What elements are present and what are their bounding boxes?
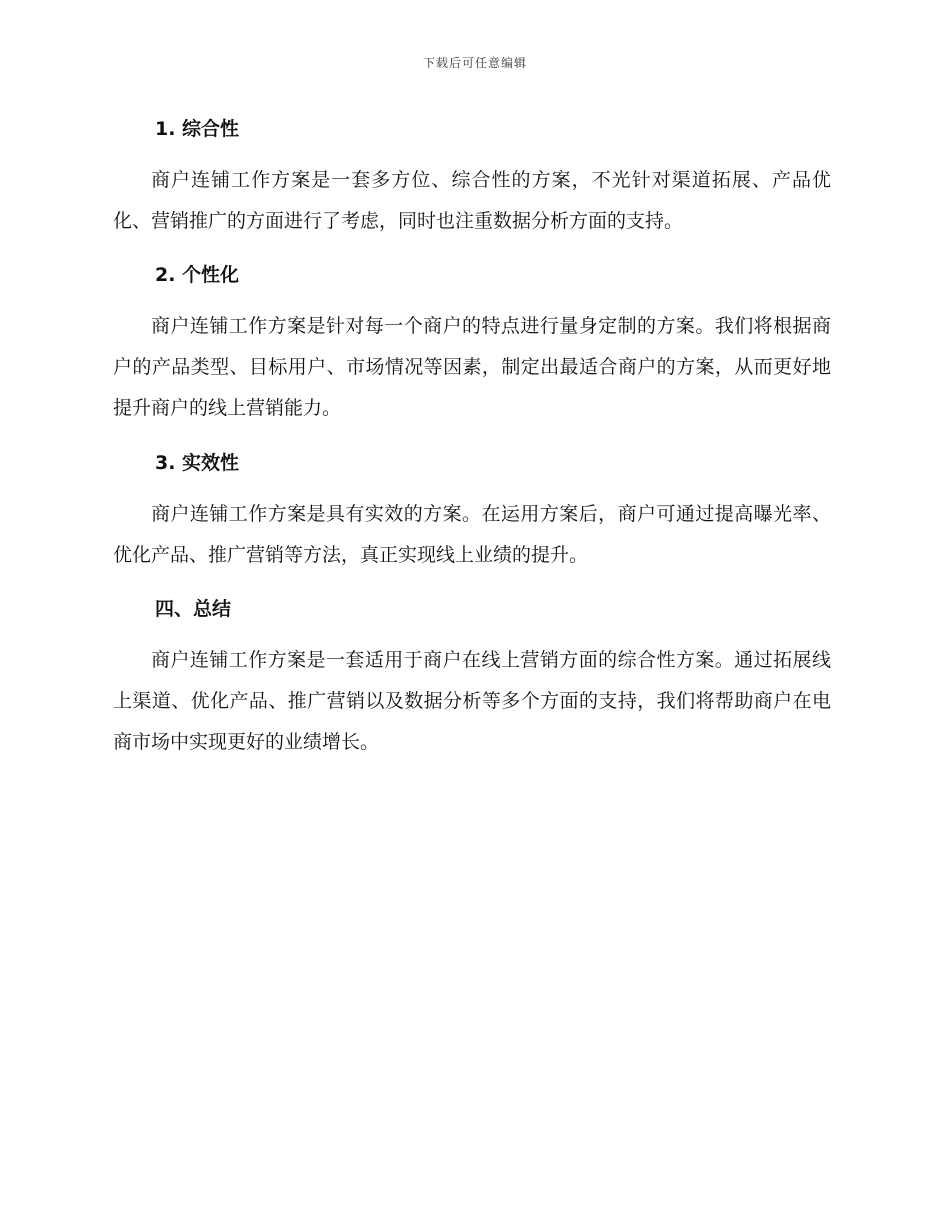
- section-paragraph: 商户连铺工作方案是具有实效的方案。在运用方案后，商户可通过提高曝光率、优化产品、推广营销等方法，真正实现线上业绩的提升。: [113, 503, 831, 566]
- page-header-note: 下载后可任意编辑: [422, 56, 527, 70]
- document-body: [113, 110, 831, 763]
- section-heading: 1. 综合性: [155, 118, 240, 140]
- section-heading: 2. 个性化: [155, 264, 240, 286]
- section-paragraph: 商户连铺工作方案是一套多方位、综合性的方案，不光针对渠道拓展、产品优化、营销推广的方面进行了考虑，同时也注重数据分析方面的支持。: [113, 169, 831, 232]
- section-paragraph: 商户连铺工作方案是针对每一个商户的特点进行量身定制的方案。我们将根据商户的产品类型、目标用户、市场情况等因素，制定出最适合商户的方案，从而更好地提升商户的线上营销能力。: [113, 315, 831, 419]
- section-heading: 3. 实效性: [155, 452, 240, 474]
- section-comprehensive: [113, 110, 831, 242]
- section-paragraph: 商户连铺工作方案是一套适用于商户在线上营销方面的综合性方案。通过拓展线上渠道、优化产品、推广营销以及数据分析等多个方面的支持，我们将帮助商户在电商市场中实现更好的业绩增长。: [113, 649, 831, 753]
- section-heading: 四、总结: [155, 598, 232, 620]
- section-personalized: [113, 256, 831, 429]
- section-summary: [113, 590, 831, 763]
- section-effective: [113, 444, 831, 576]
